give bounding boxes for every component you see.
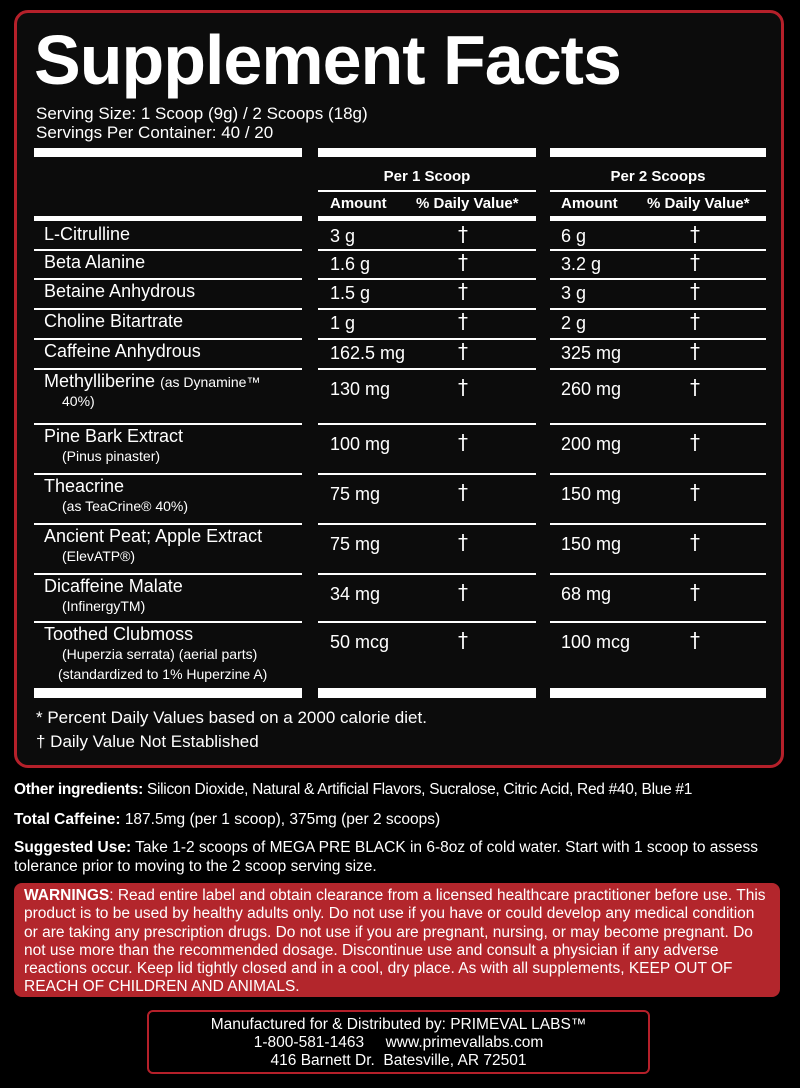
ingredient-detail: (InfinergyTM)	[62, 598, 146, 614]
per1-header: Per 1 Scoop	[383, 168, 471, 185]
ingredient-name	[44, 341, 201, 362]
amount-header: Amount	[561, 195, 618, 212]
manufacturer-box	[147, 1010, 650, 1074]
suggested-use-label: Suggested Use:	[14, 839, 132, 856]
per2-header: Per 2 Scoops	[610, 168, 706, 185]
other-ingredients	[14, 780, 790, 799]
row-divider	[550, 308, 766, 310]
ingredient-detail: (Pinus pinaster)	[62, 448, 161, 464]
row-divider	[34, 473, 302, 475]
amount-per-2-scoops: 325 mg	[561, 343, 622, 363]
ingredient-name-text: Caffeine Anhydrous	[44, 341, 201, 361]
row-divider	[550, 523, 766, 525]
divider	[318, 190, 536, 192]
suggested-use	[14, 838, 784, 876]
dagger-icon: †	[690, 530, 700, 554]
amount-per-2-scoops: 200 mg	[561, 434, 622, 454]
ingredient-name	[44, 281, 195, 302]
amount-per-2-scoops: 150 mg	[561, 534, 622, 554]
row-divider	[318, 573, 536, 575]
amount-per-1-scoop: 75 mg	[330, 534, 381, 554]
row-divider	[550, 473, 766, 475]
row-divider	[550, 423, 766, 425]
amount-per-1-scoop: 1.5 g	[330, 283, 371, 303]
other-ingredients-text: Silicon Dioxide, Natural & Artificial Flavors, Sucralose, Citric Acid, Red #40, Blue #1	[146, 781, 693, 798]
dagger-icon: †	[690, 250, 700, 274]
ingredient-name	[44, 624, 193, 645]
amount-per-2-scoops: 68 mg	[561, 584, 612, 604]
dagger-icon: †	[458, 375, 468, 399]
warnings-text: : Read entire label and obtain clearance from a licensed healthcare practitioner before use. This product is to be used by healthy adults only. Do not use if you have or could develop any medical condition or are taking any prescription drugs. Do not use if you are pregnant, nursing, or may become pregnant. Do not use more than the recommended dosage. Discontinue use and consult a physician if any adverse reactions occur. Keep lid tightly closed and in a cool, dry place. As with all supplements, KEEP OUT OF REACH OF CHILDREN AND ANIMALS.	[24, 887, 766, 996]
dagger-icon: †	[458, 279, 468, 303]
ingredient-name-text: L-Citrulline	[44, 224, 131, 244]
row-divider	[34, 249, 302, 251]
divider-medium	[34, 216, 302, 221]
dagger-icon: †	[690, 222, 700, 246]
ingredient-detail: (Huperzia serrata) (aerial parts)	[62, 646, 258, 662]
row-divider	[550, 621, 766, 623]
row-divider	[318, 308, 536, 310]
ingredient-name	[44, 576, 183, 597]
ingredient-name	[44, 371, 260, 392]
ingredient-name-text: Choline Bitartrate	[44, 311, 184, 331]
dagger-icon: †	[458, 309, 468, 333]
divider-thick	[318, 148, 536, 157]
ingredient-name	[44, 426, 183, 447]
row-divider	[34, 368, 302, 370]
warnings-label: WARNINGS	[24, 887, 110, 904]
amount-per-1-scoop: 34 mg	[330, 584, 381, 604]
ingredient-name	[44, 252, 145, 273]
row-divider	[34, 278, 302, 280]
daily-value-header: % Daily Value*	[416, 195, 519, 212]
amount-per-2-scoops: 3.2 g	[561, 254, 602, 274]
amount-per-1-scoop: 1.6 g	[330, 254, 371, 274]
dagger-icon: †	[690, 309, 700, 333]
dagger-icon: †	[458, 339, 468, 363]
dagger-icon: †	[690, 339, 700, 363]
suggested-use-text: Take 1-2 scoops of MEGA PRE BLACK in 6-8oz of cold water. Start with 1 scoop to assess tolerance prior to moving to the 2 scoop serving size.	[14, 839, 759, 875]
dagger-icon: †	[690, 375, 700, 399]
amount-per-1-scoop: 75 mg	[330, 484, 381, 504]
serving-size: Serving Size: 1 Scoop (9g) / 2 Scoops (18g)	[36, 104, 368, 123]
row-divider	[318, 523, 536, 525]
warnings-box	[14, 883, 780, 997]
divider-medium	[550, 216, 766, 221]
manufacturer-contact: 1-800-581-1463 www.primevallabs.com	[253, 1034, 544, 1051]
ingredient-detail: (ElevATP®)	[62, 548, 136, 564]
row-divider	[34, 308, 302, 310]
dagger-icon: †	[458, 530, 468, 554]
daily-value-header: % Daily Value*	[647, 195, 750, 212]
row-divider	[34, 523, 302, 525]
divider-thick	[318, 688, 536, 698]
row-divider	[318, 278, 536, 280]
amount-per-1-scoop: 130 mg	[330, 379, 391, 399]
ingredient-name-text: Toothed Clubmoss	[44, 624, 194, 644]
ingredient-detail: (as TeaCrine® 40%)	[62, 498, 188, 514]
dagger-icon: †	[458, 222, 468, 246]
amount-per-2-scoops: 100 mcg	[561, 632, 631, 652]
manufacturer-line: Manufactured for & Distributed by: PRIMEVAL LABS™	[210, 1016, 587, 1033]
footnote-dagger: † Daily Value Not Established	[36, 732, 259, 751]
divider-thick	[34, 688, 302, 698]
dagger-icon: †	[458, 628, 468, 652]
amount-header: Amount	[330, 195, 387, 212]
amount-per-1-scoop: 162.5 mg	[330, 343, 406, 363]
amount-per-2-scoops: 6 g	[561, 226, 587, 246]
dagger-icon: †	[690, 430, 700, 454]
ingredient-name-text: Ancient Peat; Apple Extract	[44, 526, 263, 546]
dagger-icon: †	[690, 628, 700, 652]
serving-info	[36, 104, 368, 142]
row-divider	[34, 621, 302, 623]
amount-per-1-scoop: 50 mcg	[330, 632, 390, 652]
row-divider	[550, 573, 766, 575]
ingredient-name	[44, 224, 130, 245]
row-divider	[550, 278, 766, 280]
amount-per-2-scoops: 150 mg	[561, 484, 622, 504]
manufacturer-address: 416 Barnett Dr. Batesville, AR 72501	[270, 1052, 527, 1069]
ingredient-name-text: Pine Bark Extract	[44, 426, 184, 446]
dagger-icon: †	[458, 480, 468, 504]
other-ingredients-label: Other ingredients:	[14, 781, 143, 798]
row-divider	[318, 338, 536, 340]
amount-per-1-scoop: 3 g	[330, 226, 356, 246]
divider-thick	[550, 688, 766, 698]
ingredient-detail: 40%)	[62, 393, 95, 409]
dagger-icon: †	[690, 580, 700, 604]
ingredient-name-text: Theacrine	[44, 476, 125, 496]
row-divider	[318, 249, 536, 251]
row-divider	[550, 249, 766, 251]
amount-per-1-scoop: 1 g	[330, 313, 356, 333]
row-divider	[550, 368, 766, 370]
row-divider	[34, 423, 302, 425]
row-divider	[318, 621, 536, 623]
row-divider	[318, 423, 536, 425]
ingredient-name	[44, 311, 183, 332]
dagger-icon: †	[690, 480, 700, 504]
total-caffeine	[14, 810, 790, 829]
divider-thick	[550, 148, 766, 157]
page-title: Supplement Facts	[34, 21, 621, 99]
ingredient-name-text: Betaine Anhydrous	[44, 281, 196, 301]
ingredient-name	[44, 476, 124, 497]
row-divider	[318, 368, 536, 370]
dagger-icon: †	[458, 250, 468, 274]
ingredient-name	[44, 526, 262, 547]
amount-per-2-scoops: 3 g	[561, 283, 587, 303]
dagger-icon: †	[458, 580, 468, 604]
amount-per-2-scoops: 2 g	[561, 313, 587, 333]
row-divider	[318, 473, 536, 475]
dagger-icon: †	[458, 430, 468, 454]
ingredient-name-suffix: (as Dynamine™	[160, 374, 261, 390]
amount-per-1-scoop: 100 mg	[330, 434, 391, 454]
ingredient-name-text: Methylliberine	[44, 371, 156, 391]
ingredient-name-text: Dicaffeine Malate	[44, 576, 183, 596]
row-divider	[34, 573, 302, 575]
divider-medium	[318, 216, 536, 221]
row-divider	[550, 338, 766, 340]
total-caffeine-label: Total Caffeine:	[14, 811, 121, 828]
divider-thick	[34, 148, 302, 157]
servings-per-container: Servings Per Container: 40 / 20	[36, 123, 274, 142]
dagger-icon: †	[690, 279, 700, 303]
footnote-percent: * Percent Daily Values based on a 2000 calorie diet.	[36, 708, 427, 727]
ingredient-name-text: Beta Alanine	[44, 252, 146, 272]
amount-per-2-scoops: 260 mg	[561, 379, 622, 399]
row-divider	[34, 338, 302, 340]
ingredient-detail: (standardized to 1% Huperzine A)	[58, 666, 268, 682]
total-caffeine-text: 187.5mg (per 1 scoop), 375mg (per 2 scoops)	[124, 811, 441, 828]
divider	[550, 190, 766, 192]
